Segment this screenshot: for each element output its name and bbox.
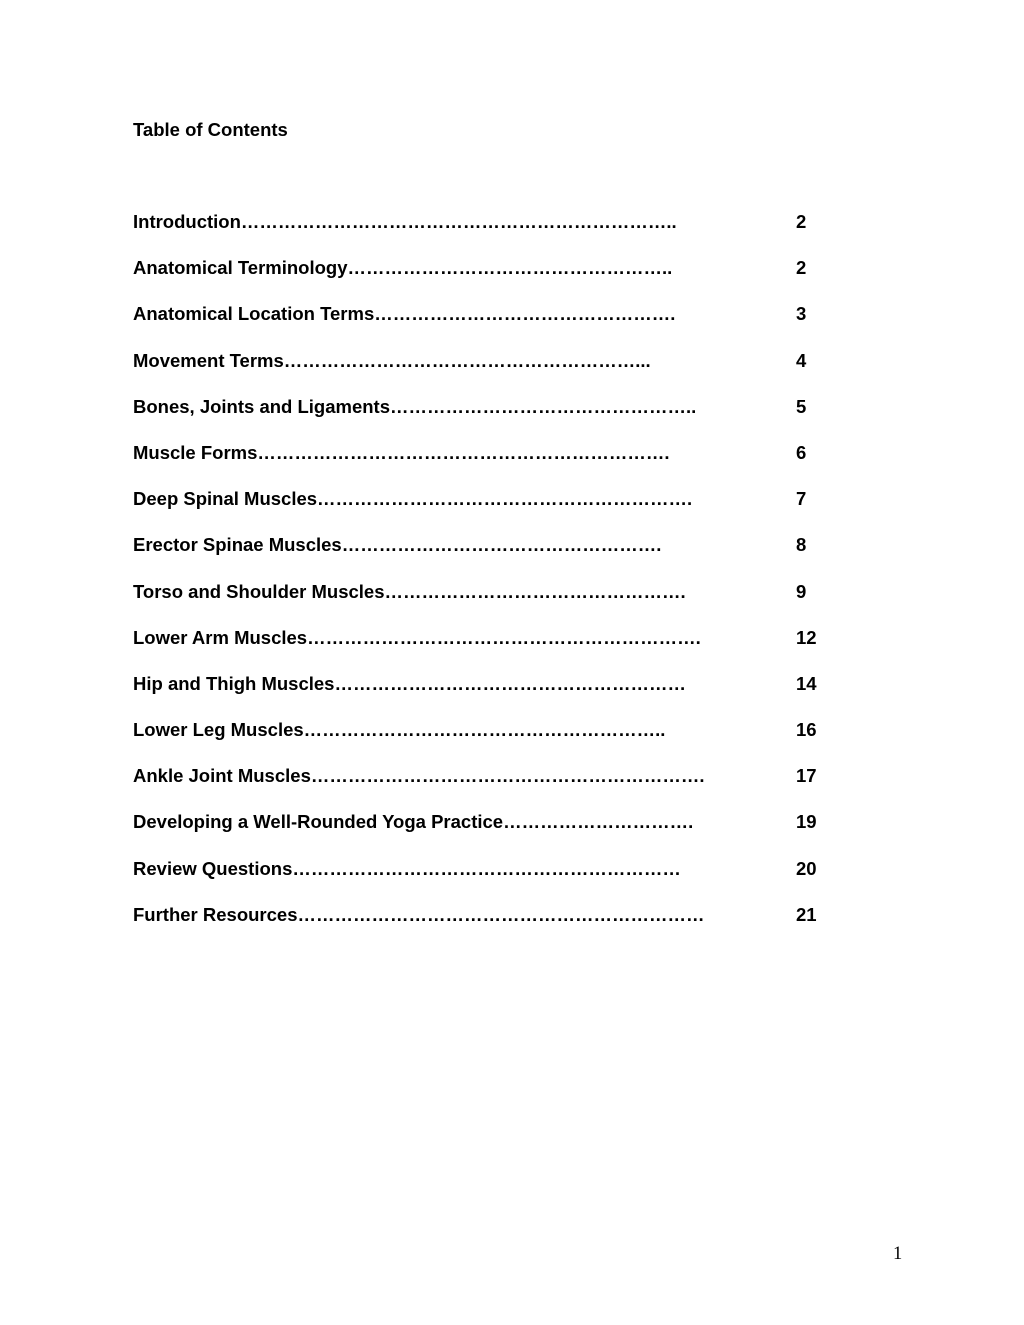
- toc-entry: [133, 211, 853, 257]
- toc-entry-page: 3: [796, 303, 807, 325]
- toc-entry-label: Erector Spinae Muscles…………………………………………….: [133, 534, 662, 556]
- toc-entry-page: 2: [796, 211, 807, 232]
- page-number: 1: [893, 1244, 903, 1264]
- toc-entry-page: 21: [796, 903, 817, 925]
- toc-entry-page: 4: [796, 349, 807, 371]
- toc-entry-label: Anatomical Terminology……………………………………………..: [133, 257, 673, 279]
- toc-entry-label: Lower Leg Muscles…………………………………………………..: [133, 719, 666, 741]
- toc-entry-label: Torso and Shoulder Muscles………………………………………….: [133, 580, 686, 602]
- toc-title: Table of Contents: [133, 119, 288, 140]
- toc-entry: [133, 627, 853, 673]
- toc-entry-label: Bones, Joints and Ligaments…………………………………………..: [133, 395, 697, 417]
- toc-entry-label: Further Resources…………………………………………………………: [133, 903, 705, 925]
- toc-entry-page: 6: [796, 441, 807, 463]
- toc-entry-page: 8: [796, 534, 807, 556]
- toc-entry-label: Hip and Thigh Muscles…………………………………………………: [133, 672, 686, 694]
- toc-entry: [133, 811, 853, 857]
- toc-entry-page: 14: [796, 672, 817, 694]
- toc-entry: [133, 257, 853, 303]
- toc-entry-label: Review Questions………………………………………………………: [133, 857, 681, 879]
- toc-entry: [133, 442, 853, 488]
- toc-entry-label: Developing a Well-Rounded Yoga Practice………………………….: [133, 811, 694, 833]
- toc-list: [133, 211, 853, 950]
- toc-entry: [133, 858, 853, 904]
- toc-entry: [133, 303, 853, 349]
- toc-entry-page: 17: [796, 765, 817, 787]
- toc-entry-label: Deep Spinal Muscles…………………………………………………….: [133, 488, 693, 510]
- toc-entry: [133, 904, 853, 950]
- toc-entry-page: 16: [796, 719, 817, 741]
- toc-entry-page: 5: [796, 395, 807, 417]
- toc-entry-page: 20: [796, 857, 817, 879]
- toc-entry: [133, 581, 853, 627]
- toc-entry: [133, 488, 853, 534]
- toc-entry-label: Muscle Forms………………………………………………………….: [133, 441, 670, 463]
- toc-entry-page: 9: [796, 580, 807, 602]
- toc-entry: [133, 534, 853, 580]
- toc-entry-label: Lower Arm Muscles……………………………………………………….: [133, 626, 701, 648]
- toc-entry: [133, 765, 853, 811]
- toc-entry-label: Ankle Joint Muscles……………………………………………………….: [133, 765, 705, 787]
- toc-entry-page: 7: [796, 488, 807, 510]
- toc-entry-label: Introduction……………………………………………………………..: [133, 211, 677, 232]
- toc-entry-page: 12: [796, 626, 817, 648]
- toc-entry-label: Anatomical Location Terms………………………………………….: [133, 303, 676, 325]
- toc-entry-page: 2: [796, 257, 807, 279]
- toc-entry-label: Movement Terms…………………………………………………...: [133, 349, 651, 371]
- toc-entry: [133, 673, 853, 719]
- toc-entry-page: 19: [796, 811, 817, 833]
- toc-entry: [133, 396, 853, 442]
- toc-entry: [133, 719, 853, 765]
- toc-entry: [133, 350, 853, 396]
